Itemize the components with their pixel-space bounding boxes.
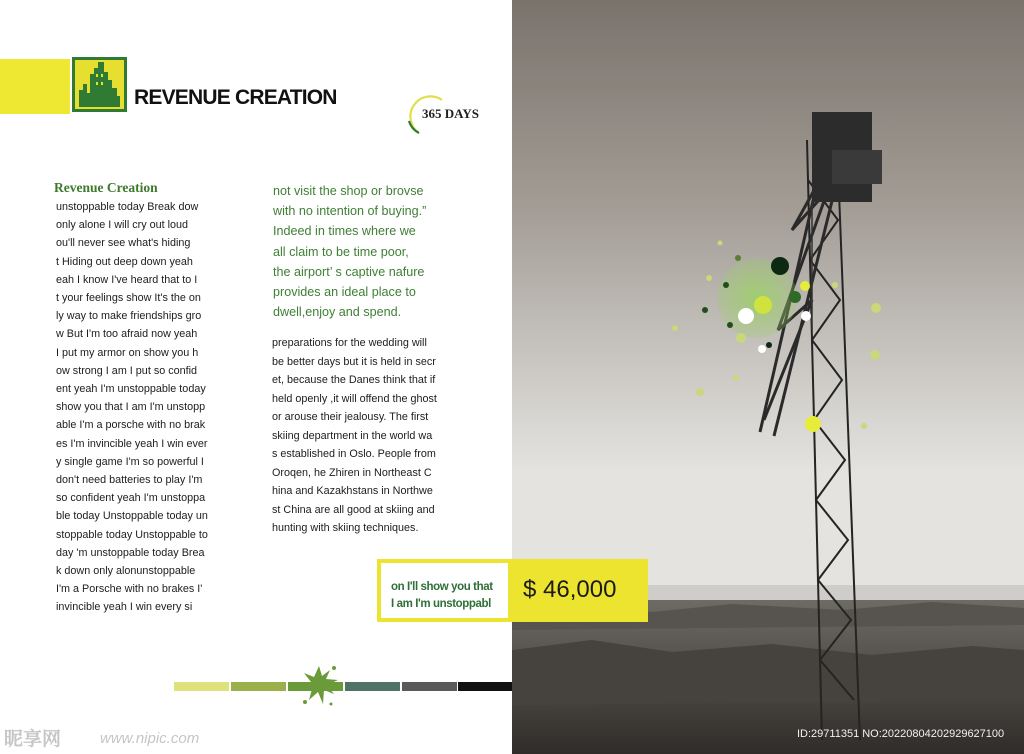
price-callout-text-panel <box>381 563 508 618</box>
quote-line: all claim to be time poor, <box>273 244 409 259</box>
price-callout-line: I am I'm unstoppabl <box>391 598 491 610</box>
body-line: ly way to make friendships gro <box>56 310 202 323</box>
body-line: hunting with skiing techniques. <box>272 522 419 534</box>
body-line: so confident yeah I'm unstoppa <box>56 492 206 505</box>
body-column-two <box>272 334 437 538</box>
price-callout-line: on I'll show you that <box>391 581 493 593</box>
crane-photo <box>512 0 1024 754</box>
watermark-logo: 昵享网 <box>4 729 62 750</box>
quote-line: the airport’ s captive nafure <box>273 264 425 279</box>
header-yellow-band <box>0 59 70 114</box>
body-line: k down only alonunstoppable <box>56 565 196 578</box>
body-column-one <box>56 198 231 617</box>
color-swatch <box>231 682 286 691</box>
green-quote <box>273 181 426 322</box>
body-line: ent yeah I'm unstoppable today <box>56 383 206 396</box>
body-line: able I'm a porsche with no brak <box>56 419 206 432</box>
color-swatch <box>458 682 512 691</box>
quote-line: not visit the shop or brovse <box>273 184 424 198</box>
quote-line: provides an ideal place to <box>273 285 416 300</box>
body-line: ow strong I am I put so confid <box>56 364 198 377</box>
section-title: REVENUE CREATION <box>134 86 337 109</box>
body-line: or arouse their jealousy. The first <box>272 411 429 423</box>
body-line: invincible yeah I win every si <box>56 601 193 614</box>
color-swatch <box>402 682 457 691</box>
body-line: eah I know I've heard that to I <box>56 273 198 286</box>
body-line: st China are all good at skiing and <box>272 503 435 516</box>
price-callout-text <box>391 579 493 613</box>
quote-line: with no intention of buying.” <box>273 204 427 219</box>
body-line: y single game I'm so powerful I <box>56 455 204 468</box>
body-line: don't need batteries to play I'm <box>56 474 203 487</box>
logo-box <box>72 57 127 112</box>
paint-splat-icon <box>296 660 342 710</box>
body-line: s established in Oslo. People from <box>272 448 436 460</box>
body-line: hina and Kazakhstans in Northwe <box>272 485 433 497</box>
crane-photo-image <box>512 0 1024 754</box>
body-line: only alone I will cry out loud <box>56 219 189 232</box>
body-line: skiing department in the world wa <box>272 429 433 442</box>
image-id-label: ID:29711351 NO:20220804202929627100 <box>797 728 1005 740</box>
body-line: I put my armor on show you h <box>56 346 199 359</box>
watermark-url: www.nipic.com <box>100 730 200 747</box>
body-line: ou'll never see what's hiding <box>56 237 191 250</box>
body-line: I'm a Porsche with no brakes I' <box>56 583 203 596</box>
body-line: preparations for the wedding will <box>272 337 427 349</box>
quote-line: Indeed in times where we <box>273 224 416 239</box>
body-line: held openly ,it will offend the ghost <box>272 392 437 405</box>
body-line: ble today Unstoppable today un <box>56 510 208 523</box>
color-swatch <box>345 682 400 691</box>
city-skyline-icon <box>75 60 124 109</box>
body-line: show you that I am I'm unstopp <box>56 401 206 414</box>
body-line: es I'm invincible yeah I win ever <box>56 437 208 450</box>
body-line: unstoppable today Break dow <box>56 201 199 213</box>
body-line: day 'm unstoppable today Brea <box>56 546 205 559</box>
column-subhead: Revenue Creation <box>54 180 158 195</box>
body-line: Oroqen, he Zhiren in Northeast C <box>272 466 432 479</box>
color-swatch <box>174 682 229 691</box>
body-line: t Hiding out deep down yeah <box>56 255 193 268</box>
price-value: $ 46,000 <box>523 576 617 603</box>
body-line: et, because the Danes think that if <box>272 374 436 386</box>
quote-line: dwell,enjoy and spend. <box>273 305 402 320</box>
price-callout <box>377 559 648 622</box>
days-label: 365 DAYS <box>422 106 479 121</box>
body-line: t your feelings show It's the on <box>56 292 201 305</box>
body-line: w But I'm too afraid now yeah <box>56 328 198 341</box>
body-line: be better days but it is held in secr <box>272 355 436 368</box>
body-line: stoppable today Unstoppable to <box>56 528 208 541</box>
